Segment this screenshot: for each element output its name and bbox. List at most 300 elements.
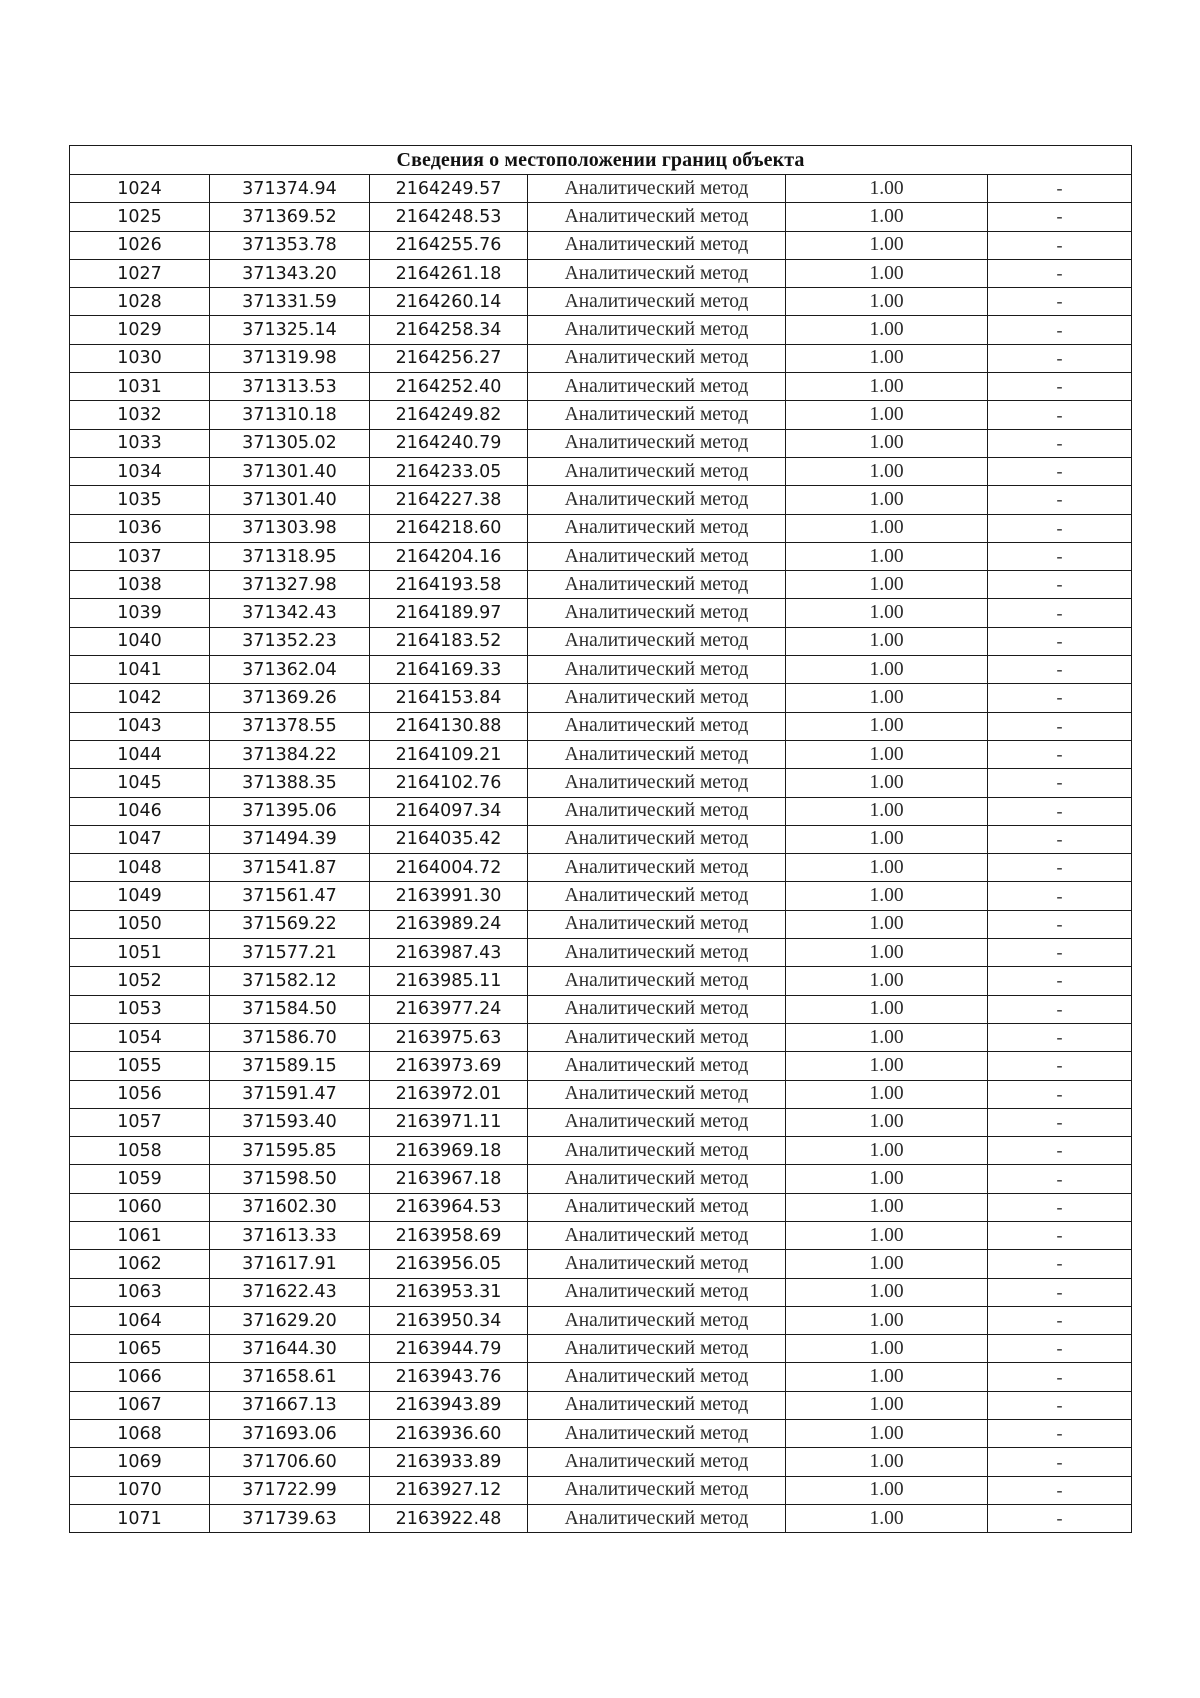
x-coordinate-cell: 371593.40 <box>210 1108 370 1136</box>
description-cell: - <box>988 486 1132 514</box>
method-cell: Аналитический метод <box>528 712 786 740</box>
description-cell: - <box>988 401 1132 429</box>
table-row <box>70 1363 1132 1391</box>
accuracy-cell: 1.00 <box>786 740 988 768</box>
description-cell: - <box>988 1052 1132 1080</box>
accuracy-cell: 1.00 <box>786 1306 988 1334</box>
table-row <box>70 939 1132 967</box>
table-row <box>70 1306 1132 1334</box>
y-coordinate-cell: 2163943.76 <box>370 1363 528 1391</box>
y-coordinate-cell: 2164249.82 <box>370 401 528 429</box>
accuracy-cell: 1.00 <box>786 769 988 797</box>
method-cell: Аналитический метод <box>528 514 786 542</box>
x-coordinate-cell: 371369.52 <box>210 203 370 231</box>
y-coordinate-cell: 2164153.84 <box>370 684 528 712</box>
y-coordinate-cell: 2164102.76 <box>370 769 528 797</box>
x-coordinate-cell: 371667.13 <box>210 1391 370 1419</box>
point-number-cell: 1055 <box>70 1052 210 1080</box>
table-row <box>70 1108 1132 1136</box>
y-coordinate-cell: 2163987.43 <box>370 939 528 967</box>
accuracy-cell: 1.00 <box>786 1448 988 1476</box>
point-number-cell: 1062 <box>70 1250 210 1278</box>
x-coordinate-cell: 371319.98 <box>210 344 370 372</box>
point-number-cell: 1053 <box>70 995 210 1023</box>
x-coordinate-cell: 371706.60 <box>210 1448 370 1476</box>
method-cell: Аналитический метод <box>528 1420 786 1448</box>
accuracy-cell: 1.00 <box>786 203 988 231</box>
description-cell: - <box>988 656 1132 684</box>
accuracy-cell: 1.00 <box>786 627 988 655</box>
y-coordinate-cell: 2163977.24 <box>370 995 528 1023</box>
method-cell: Аналитический метод <box>528 882 786 910</box>
method-cell: Аналитический метод <box>528 288 786 316</box>
x-coordinate-cell: 371325.14 <box>210 316 370 344</box>
description-cell: - <box>988 231 1132 259</box>
method-cell: Аналитический метод <box>528 486 786 514</box>
table-row <box>70 1250 1132 1278</box>
x-coordinate-cell: 371598.50 <box>210 1165 370 1193</box>
table-row <box>70 1448 1132 1476</box>
method-cell: Аналитический метод <box>528 1391 786 1419</box>
table-row <box>70 288 1132 316</box>
description-cell: - <box>988 740 1132 768</box>
x-coordinate-cell: 371617.91 <box>210 1250 370 1278</box>
method-cell: Аналитический метод <box>528 939 786 967</box>
table-row <box>70 542 1132 570</box>
table-row <box>70 740 1132 768</box>
x-coordinate-cell: 371310.18 <box>210 401 370 429</box>
accuracy-cell: 1.00 <box>786 854 988 882</box>
y-coordinate-cell: 2164204.16 <box>370 542 528 570</box>
x-coordinate-cell: 371327.98 <box>210 571 370 599</box>
x-coordinate-cell: 371331.59 <box>210 288 370 316</box>
table-row <box>70 1335 1132 1363</box>
table-row <box>70 1052 1132 1080</box>
table-row <box>70 1193 1132 1221</box>
table-row <box>70 514 1132 542</box>
table-row <box>70 1221 1132 1249</box>
description-cell: - <box>988 1476 1132 1504</box>
y-coordinate-cell: 2163956.05 <box>370 1250 528 1278</box>
table-row <box>70 684 1132 712</box>
point-number-cell: 1036 <box>70 514 210 542</box>
x-coordinate-cell: 371342.43 <box>210 599 370 627</box>
method-cell: Аналитический метод <box>528 684 786 712</box>
table-row <box>70 316 1132 344</box>
x-coordinate-cell: 371582.12 <box>210 967 370 995</box>
table-row <box>70 571 1132 599</box>
x-coordinate-cell: 371541.87 <box>210 854 370 882</box>
y-coordinate-cell: 2163922.48 <box>370 1504 528 1532</box>
y-coordinate-cell: 2164189.97 <box>370 599 528 627</box>
accuracy-cell: 1.00 <box>786 797 988 825</box>
table-row <box>70 656 1132 684</box>
description-cell: - <box>988 1448 1132 1476</box>
y-coordinate-cell: 2164035.42 <box>370 825 528 853</box>
point-number-cell: 1066 <box>70 1363 210 1391</box>
accuracy-cell: 1.00 <box>786 571 988 599</box>
table-row <box>70 910 1132 938</box>
description-cell: - <box>988 1023 1132 1051</box>
point-number-cell: 1061 <box>70 1221 210 1249</box>
point-number-cell: 1028 <box>70 288 210 316</box>
accuracy-cell: 1.00 <box>786 882 988 910</box>
table-row <box>70 995 1132 1023</box>
x-coordinate-cell: 371343.20 <box>210 259 370 287</box>
table-row <box>70 231 1132 259</box>
table-row <box>70 967 1132 995</box>
x-coordinate-cell: 371591.47 <box>210 1080 370 1108</box>
method-cell: Аналитический метод <box>528 740 786 768</box>
description-cell: - <box>988 344 1132 372</box>
method-cell: Аналитический метод <box>528 1137 786 1165</box>
accuracy-cell: 1.00 <box>786 486 988 514</box>
accuracy-cell: 1.00 <box>786 1363 988 1391</box>
method-cell: Аналитический метод <box>528 401 786 429</box>
x-coordinate-cell: 371569.22 <box>210 910 370 938</box>
table-row <box>70 401 1132 429</box>
method-cell: Аналитический метод <box>528 1476 786 1504</box>
point-number-cell: 1031 <box>70 373 210 401</box>
table-row <box>70 797 1132 825</box>
x-coordinate-cell: 371494.39 <box>210 825 370 853</box>
accuracy-cell: 1.00 <box>786 995 988 1023</box>
y-coordinate-cell: 2164260.14 <box>370 288 528 316</box>
accuracy-cell: 1.00 <box>786 1108 988 1136</box>
y-coordinate-cell: 2164249.57 <box>370 175 528 203</box>
point-number-cell: 1037 <box>70 542 210 570</box>
point-number-cell: 1030 <box>70 344 210 372</box>
table-row <box>70 1080 1132 1108</box>
method-cell: Аналитический метод <box>528 1052 786 1080</box>
accuracy-cell: 1.00 <box>786 1080 988 1108</box>
method-cell: Аналитический метод <box>528 1165 786 1193</box>
boundary-coordinates-table <box>69 145 1132 1533</box>
x-coordinate-cell: 371362.04 <box>210 656 370 684</box>
method-cell: Аналитический метод <box>528 1306 786 1334</box>
accuracy-cell: 1.00 <box>786 1023 988 1051</box>
method-cell: Аналитический метод <box>528 259 786 287</box>
method-cell: Аналитический метод <box>528 1335 786 1363</box>
accuracy-cell: 1.00 <box>786 542 988 570</box>
y-coordinate-cell: 2163950.34 <box>370 1306 528 1334</box>
method-cell: Аналитический метод <box>528 542 786 570</box>
x-coordinate-cell: 371693.06 <box>210 1420 370 1448</box>
description-cell: - <box>988 1504 1132 1532</box>
accuracy-cell: 1.00 <box>786 1476 988 1504</box>
description-cell: - <box>988 1335 1132 1363</box>
description-cell: - <box>988 373 1132 401</box>
method-cell: Аналитический метод <box>528 910 786 938</box>
accuracy-cell: 1.00 <box>786 401 988 429</box>
y-coordinate-cell: 2164252.40 <box>370 373 528 401</box>
point-number-cell: 1040 <box>70 627 210 655</box>
method-cell: Аналитический метод <box>528 825 786 853</box>
x-coordinate-cell: 371318.95 <box>210 542 370 570</box>
table-caption: Сведения о местоположении границ объекта <box>70 146 1132 175</box>
y-coordinate-cell: 2164256.27 <box>370 344 528 372</box>
point-number-cell: 1039 <box>70 599 210 627</box>
y-coordinate-cell: 2163985.11 <box>370 967 528 995</box>
description-cell: - <box>988 967 1132 995</box>
accuracy-cell: 1.00 <box>786 1165 988 1193</box>
point-number-cell: 1043 <box>70 712 210 740</box>
method-cell: Аналитический метод <box>528 627 786 655</box>
y-coordinate-cell: 2164097.34 <box>370 797 528 825</box>
description-cell: - <box>988 1221 1132 1249</box>
point-number-cell: 1046 <box>70 797 210 825</box>
y-coordinate-cell: 2163971.11 <box>370 1108 528 1136</box>
table-row <box>70 1278 1132 1306</box>
point-number-cell: 1041 <box>70 656 210 684</box>
description-cell: - <box>988 1108 1132 1136</box>
y-coordinate-cell: 2164130.88 <box>370 712 528 740</box>
description-cell: - <box>988 939 1132 967</box>
y-coordinate-cell: 2164258.34 <box>370 316 528 344</box>
x-coordinate-cell: 371388.35 <box>210 769 370 797</box>
description-cell: - <box>988 1306 1132 1334</box>
point-number-cell: 1029 <box>70 316 210 344</box>
method-cell: Аналитический метод <box>528 571 786 599</box>
table-row <box>70 203 1132 231</box>
y-coordinate-cell: 2164261.18 <box>370 259 528 287</box>
y-coordinate-cell: 2164248.53 <box>370 203 528 231</box>
accuracy-cell: 1.00 <box>786 1052 988 1080</box>
point-number-cell: 1057 <box>70 1108 210 1136</box>
method-cell: Аналитический метод <box>528 1363 786 1391</box>
method-cell: Аналитический метод <box>528 1221 786 1249</box>
accuracy-cell: 1.00 <box>786 599 988 627</box>
method-cell: Аналитический метод <box>528 1193 786 1221</box>
method-cell: Аналитический метод <box>528 429 786 457</box>
description-cell: - <box>988 1278 1132 1306</box>
method-cell: Аналитический метод <box>528 769 786 797</box>
y-coordinate-cell: 2163936.60 <box>370 1420 528 1448</box>
accuracy-cell: 1.00 <box>786 656 988 684</box>
table-row <box>70 486 1132 514</box>
description-cell: - <box>988 1193 1132 1221</box>
x-coordinate-cell: 371305.02 <box>210 429 370 457</box>
description-cell: - <box>988 1363 1132 1391</box>
table-row <box>70 854 1132 882</box>
accuracy-cell: 1.00 <box>786 910 988 938</box>
y-coordinate-cell: 2163972.01 <box>370 1080 528 1108</box>
description-cell: - <box>988 769 1132 797</box>
point-number-cell: 1033 <box>70 429 210 457</box>
method-cell: Аналитический метод <box>528 373 786 401</box>
table-row <box>70 1476 1132 1504</box>
description-cell: - <box>988 175 1132 203</box>
description-cell: - <box>988 1165 1132 1193</box>
method-cell: Аналитический метод <box>528 1080 786 1108</box>
x-coordinate-cell: 371395.06 <box>210 797 370 825</box>
description-cell: - <box>988 797 1132 825</box>
accuracy-cell: 1.00 <box>786 1504 988 1532</box>
description-cell: - <box>988 514 1132 542</box>
table-body <box>70 175 1132 1533</box>
point-number-cell: 1047 <box>70 825 210 853</box>
x-coordinate-cell: 371739.63 <box>210 1504 370 1532</box>
description-cell: - <box>988 684 1132 712</box>
y-coordinate-cell: 2164109.21 <box>370 740 528 768</box>
table-row <box>70 1504 1132 1532</box>
method-cell: Аналитический метод <box>528 457 786 485</box>
y-coordinate-cell: 2164240.79 <box>370 429 528 457</box>
point-number-cell: 1035 <box>70 486 210 514</box>
accuracy-cell: 1.00 <box>786 344 988 372</box>
x-coordinate-cell: 371313.53 <box>210 373 370 401</box>
point-number-cell: 1069 <box>70 1448 210 1476</box>
point-number-cell: 1068 <box>70 1420 210 1448</box>
description-cell: - <box>988 457 1132 485</box>
accuracy-cell: 1.00 <box>786 1221 988 1249</box>
table-row <box>70 1137 1132 1165</box>
x-coordinate-cell: 371369.26 <box>210 684 370 712</box>
description-cell: - <box>988 1391 1132 1419</box>
description-cell: - <box>988 542 1132 570</box>
x-coordinate-cell: 371561.47 <box>210 882 370 910</box>
method-cell: Аналитический метод <box>528 967 786 995</box>
method-cell: Аналитический метод <box>528 175 786 203</box>
x-coordinate-cell: 371622.43 <box>210 1278 370 1306</box>
accuracy-cell: 1.00 <box>786 373 988 401</box>
accuracy-cell: 1.00 <box>786 939 988 967</box>
description-cell: - <box>988 910 1132 938</box>
x-coordinate-cell: 371589.15 <box>210 1052 370 1080</box>
point-number-cell: 1034 <box>70 457 210 485</box>
y-coordinate-cell: 2163958.69 <box>370 1221 528 1249</box>
x-coordinate-cell: 371301.40 <box>210 486 370 514</box>
point-number-cell: 1054 <box>70 1023 210 1051</box>
method-cell: Аналитический метод <box>528 854 786 882</box>
x-coordinate-cell: 371577.21 <box>210 939 370 967</box>
x-coordinate-cell: 371644.30 <box>210 1335 370 1363</box>
method-cell: Аналитический метод <box>528 1448 786 1476</box>
description-cell: - <box>988 1080 1132 1108</box>
x-coordinate-cell: 371301.40 <box>210 457 370 485</box>
table-row <box>70 457 1132 485</box>
description-cell: - <box>988 627 1132 655</box>
method-cell: Аналитический метод <box>528 995 786 1023</box>
table-row <box>70 882 1132 910</box>
y-coordinate-cell: 2163944.79 <box>370 1335 528 1363</box>
point-number-cell: 1063 <box>70 1278 210 1306</box>
description-cell: - <box>988 1137 1132 1165</box>
table-row <box>70 1165 1132 1193</box>
accuracy-cell: 1.00 <box>786 1250 988 1278</box>
method-cell: Аналитический метод <box>528 1023 786 1051</box>
point-number-cell: 1052 <box>70 967 210 995</box>
point-number-cell: 1025 <box>70 203 210 231</box>
description-cell: - <box>988 203 1132 231</box>
y-coordinate-cell: 2164004.72 <box>370 854 528 882</box>
description-cell: - <box>988 288 1132 316</box>
table-row <box>70 825 1132 853</box>
y-coordinate-cell: 2164255.76 <box>370 231 528 259</box>
accuracy-cell: 1.00 <box>786 231 988 259</box>
point-number-cell: 1042 <box>70 684 210 712</box>
x-coordinate-cell: 371353.78 <box>210 231 370 259</box>
table-row <box>70 1391 1132 1419</box>
x-coordinate-cell: 371722.99 <box>210 1476 370 1504</box>
point-number-cell: 1044 <box>70 740 210 768</box>
table-row <box>70 373 1132 401</box>
accuracy-cell: 1.00 <box>786 175 988 203</box>
x-coordinate-cell: 371586.70 <box>210 1023 370 1051</box>
y-coordinate-cell: 2164227.38 <box>370 486 528 514</box>
y-coordinate-cell: 2163973.69 <box>370 1052 528 1080</box>
y-coordinate-cell: 2163943.89 <box>370 1391 528 1419</box>
table-row <box>70 175 1132 203</box>
accuracy-cell: 1.00 <box>786 457 988 485</box>
y-coordinate-cell: 2163975.63 <box>370 1023 528 1051</box>
point-number-cell: 1038 <box>70 571 210 599</box>
y-coordinate-cell: 2163927.12 <box>370 1476 528 1504</box>
method-cell: Аналитический метод <box>528 1278 786 1306</box>
accuracy-cell: 1.00 <box>786 514 988 542</box>
description-cell: - <box>988 316 1132 344</box>
y-coordinate-cell: 2164183.52 <box>370 627 528 655</box>
accuracy-cell: 1.00 <box>786 316 988 344</box>
table-row <box>70 627 1132 655</box>
method-cell: Аналитический метод <box>528 231 786 259</box>
method-cell: Аналитический метод <box>528 1108 786 1136</box>
y-coordinate-cell: 2164218.60 <box>370 514 528 542</box>
accuracy-cell: 1.00 <box>786 684 988 712</box>
x-coordinate-cell: 371613.33 <box>210 1221 370 1249</box>
table-caption-row <box>70 146 1132 175</box>
y-coordinate-cell: 2163969.18 <box>370 1137 528 1165</box>
point-number-cell: 1067 <box>70 1391 210 1419</box>
method-cell: Аналитический метод <box>528 797 786 825</box>
accuracy-cell: 1.00 <box>786 429 988 457</box>
x-coordinate-cell: 371352.23 <box>210 627 370 655</box>
y-coordinate-cell: 2164169.33 <box>370 656 528 684</box>
description-cell: - <box>988 571 1132 599</box>
description-cell: - <box>988 712 1132 740</box>
accuracy-cell: 1.00 <box>786 825 988 853</box>
y-coordinate-cell: 2164233.05 <box>370 457 528 485</box>
accuracy-cell: 1.00 <box>786 259 988 287</box>
table-row <box>70 259 1132 287</box>
table-row <box>70 769 1132 797</box>
x-coordinate-cell: 371595.85 <box>210 1137 370 1165</box>
y-coordinate-cell: 2164193.58 <box>370 571 528 599</box>
table-row <box>70 429 1132 457</box>
table-row <box>70 599 1132 627</box>
point-number-cell: 1032 <box>70 401 210 429</box>
point-number-cell: 1051 <box>70 939 210 967</box>
description-cell: - <box>988 1420 1132 1448</box>
x-coordinate-cell: 371602.30 <box>210 1193 370 1221</box>
point-number-cell: 1065 <box>70 1335 210 1363</box>
point-number-cell: 1049 <box>70 882 210 910</box>
accuracy-cell: 1.00 <box>786 967 988 995</box>
accuracy-cell: 1.00 <box>786 712 988 740</box>
accuracy-cell: 1.00 <box>786 1391 988 1419</box>
x-coordinate-cell: 371384.22 <box>210 740 370 768</box>
method-cell: Аналитический метод <box>528 1504 786 1532</box>
method-cell: Аналитический метод <box>528 1250 786 1278</box>
accuracy-cell: 1.00 <box>786 1420 988 1448</box>
point-number-cell: 1045 <box>70 769 210 797</box>
description-cell: - <box>988 854 1132 882</box>
table-row <box>70 1023 1132 1051</box>
y-coordinate-cell: 2163989.24 <box>370 910 528 938</box>
y-coordinate-cell: 2163953.31 <box>370 1278 528 1306</box>
method-cell: Аналитический метод <box>528 599 786 627</box>
x-coordinate-cell: 371303.98 <box>210 514 370 542</box>
